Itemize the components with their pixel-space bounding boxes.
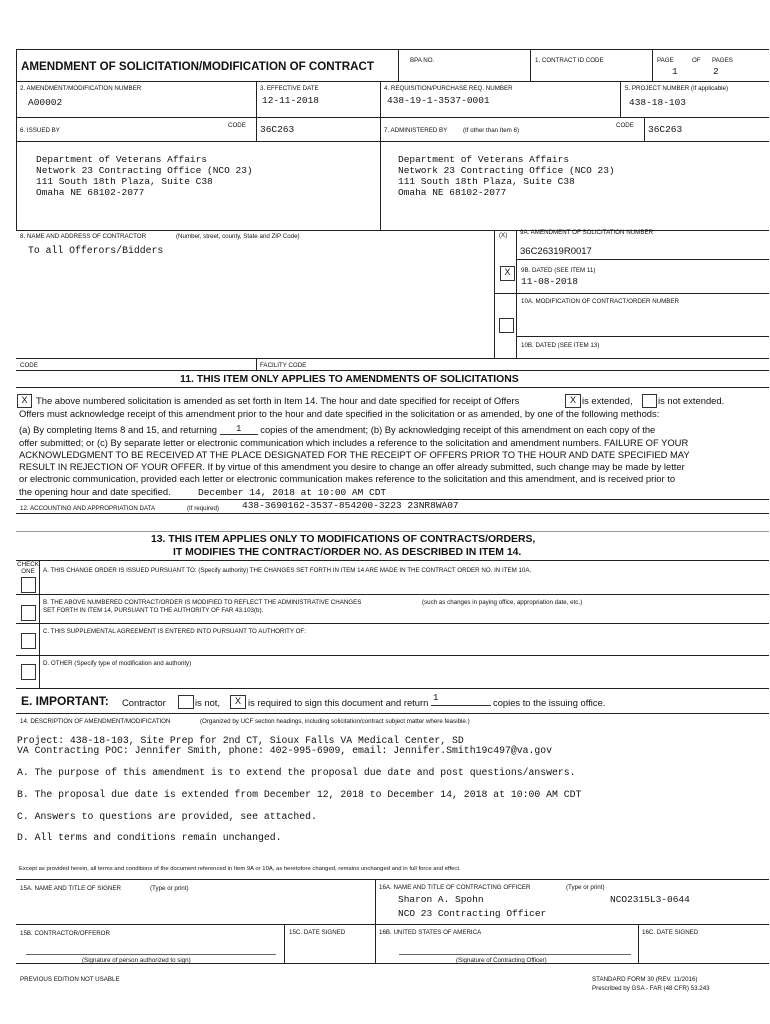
code-label: CODE — [20, 362, 38, 369]
section11-checkbox[interactable]: X — [17, 394, 32, 408]
item14-line[interactable]: C. Answers to questions are provided, see attached. — [17, 811, 317, 822]
page-label: PAGE — [657, 57, 674, 64]
is-required-checkbox[interactable]: X — [230, 695, 246, 709]
section11-text-line: RESULT IN REJECTION OF YOUR OFFER. If by virtue of this amendment you desire to change an offer already submitted, such change may be made by letter — [19, 461, 685, 473]
contractor-signature-line[interactable] — [26, 954, 276, 955]
important-label: E. IMPORTANT: — [21, 694, 109, 708]
section13-d-checkbox[interactable] — [21, 664, 36, 680]
item15a-label: 15A. NAME AND TITLE OF SIGNER — [20, 885, 121, 892]
contract-id-code-label: 1. CONTRACT ID CODE — [535, 57, 604, 64]
item16b-label: 16B. UNITED STATES OF AMERICA — [379, 929, 482, 936]
section13-title-2: IT MODIFIES THE CONTRACT/ORDER NO. AS DESCRIBED IN ITEM 14. — [173, 547, 522, 558]
administered-address-line: Network 23 Contracting Office (NCO 23) — [398, 165, 615, 176]
not-extended-checkbox[interactable] — [642, 394, 657, 408]
officer-name-field[interactable]: Sharon A. Spohn — [398, 894, 484, 905]
item14-line[interactable]: D. All terms and conditions remain unchanged. — [17, 832, 282, 843]
section13-a-text: A. THIS CHANGE ORDER IS ISSUED PURSUANT TO: (Specify authority) THE CHANGES SET FORTH IN ITEM 14 ARE MADE IN THE CONTRACT ORDER NO. IN ITEM 10A. — [43, 567, 532, 574]
item12-field[interactable]: 438-3690162-3537-854200-3223 23NR8WA07 — [242, 500, 459, 511]
officer-code-field[interactable]: NCO2315L3-0644 — [610, 894, 690, 905]
item15a-note: (Type or print) — [150, 885, 189, 892]
is-not-label: is not, — [195, 697, 221, 708]
is-extended-label: is extended, — [582, 395, 633, 406]
contractor-name-field[interactable]: To all Offerors/Bidders — [28, 245, 164, 256]
facility-code-label: FACILITY CODE — [260, 362, 307, 369]
item10-checkbox[interactable] — [499, 318, 514, 333]
copies-to-label: copies to the issuing office. — [493, 697, 606, 708]
contractor-note: (Number, street, county, State and ZIP Code) — [176, 233, 300, 240]
item14-line[interactable]: A. The purpose of this amendment is to extend the proposal due date and post questions/answers. — [17, 767, 576, 778]
signature-officer-caption: (Signature of Contracting Officer) — [456, 957, 547, 964]
section11-text-line: the opening hour and date specified. — [19, 485, 171, 497]
issued-address-line: Department of Veterans Affairs — [36, 154, 208, 165]
section11-text-line — [19, 424, 709, 436]
is-not-checkbox[interactable] — [178, 695, 194, 709]
section13-b-text-2: SET FORTH IN ITEM 14, PURSUANT TO THE AUTHORITY OF FAR 43.103(b). — [43, 607, 264, 614]
requisition-label: 4. REQUISITION/PURCHASE REQ. NUMBER — [384, 85, 513, 92]
section13-a-checkbox[interactable] — [21, 577, 36, 593]
item14-note: (Organized by UCF section headings, including solicitation/contract subject matter where feasible.) — [200, 718, 470, 725]
administered-note: (If other than Item 6) — [463, 127, 520, 134]
item9b-label: 9B. DATED (SEE ITEM 11) — [521, 267, 596, 274]
contractor-label: 8. NAME AND ADDRESS OF CONTRACTOR — [20, 233, 147, 240]
administered-by-label: 7. ADMINISTERED BY — [384, 127, 448, 134]
administered-code-label: CODE — [616, 122, 634, 129]
bpa-label: BPA NO. — [410, 57, 435, 64]
prescribed-by-label: Prescribed by GSA - FAR (48 CFR) 53.243 — [592, 985, 710, 992]
signature-person-caption: (Signature of person authorized to sign) — [82, 957, 191, 964]
section11-text-line: Offers must acknowledge receipt of this amendment prior to the hour and date specified in the solicitation or as amended, by one of the following methods: — [19, 408, 660, 419]
requisition-number-field[interactable]: 438-19-1-3537-0001 — [387, 95, 490, 106]
item14-label: 14. DESCRIPTION OF AMENDMENT/MODIFICATION — [20, 718, 171, 725]
effective-date-field[interactable]: 12-11-2018 — [262, 95, 320, 106]
previous-edition-note: PREVIOUS EDITION NOT USABLE — [20, 976, 120, 983]
administered-address-line: Omaha NE 68102-2077 — [398, 187, 507, 198]
issued-address-line: Omaha NE 68102-2077 — [36, 187, 145, 198]
item15b-label: 15B. CONTRACTOR/OFFEROR — [20, 930, 110, 937]
item9-checkbox[interactable]: X — [500, 266, 515, 281]
section13-b-text: B. THE ABOVE NUMBERED CONTRACT/ORDER IS MODIFIED TO REFLECT THE ADMINISTRATIVE CHANGES — [43, 599, 362, 606]
section11-title: 11. THIS ITEM ONLY APPLIES TO AMENDMENTS OF SOLICITATIONS — [180, 374, 519, 385]
issued-address-line: Network 23 Contracting Office (NCO 23) — [36, 165, 253, 176]
section11-text-line: offer submitted; or (c) By separate letter or electronic communication which includes a reference to the solicitation and amendment numbers. FAILURE OF YOUR — [19, 436, 689, 448]
item14-line[interactable]: VA Contracting POC: Jennifer Smith, phone: 402-995-6909, email: Jennifer.Smith19c497@va.gov — [17, 745, 552, 756]
item14-line[interactable]: Project: 438-18-103, Site Prep for 2nd CT, Sioux Falls VA Medical Center, SD — [17, 735, 464, 746]
pages-label: PAGES — [712, 57, 733, 64]
section13-c-checkbox[interactable] — [21, 633, 36, 649]
item12-label: 12. ACCOUNTING AND APPROPRIATION DATA — [20, 505, 156, 512]
of-label: OF — [692, 57, 701, 64]
item14-line[interactable]: B. The proposal due date is extended from December 12, 2018 to December 14, 2018 at 10:00 AM CDT — [17, 789, 582, 800]
officer-signature-line[interactable] — [399, 954, 631, 955]
section13-c-text: C. THIS SUPPLEMENTAL AGREEMENT IS ENTERED INTO PURSUANT TO AUTHORITY OF: — [43, 628, 306, 635]
section13-d-text: D. OTHER (Specify type of modification and authority) — [43, 660, 192, 667]
contractor-word: Contractor — [122, 697, 166, 708]
extended-checkbox[interactable]: X — [565, 394, 581, 408]
administered-address-line: Department of Veterans Affairs — [398, 154, 570, 165]
section11-text-line: or electronic communication, provided each letter or electronic communication makes reference to the solicitation and this amendment, and is received prior to — [19, 473, 676, 485]
return-copies-field[interactable]: 1 — [431, 693, 491, 706]
issued-code-label: CODE — [228, 122, 246, 129]
administered-by-address[interactable] — [398, 154, 615, 198]
issued-by-address[interactable] — [36, 154, 253, 198]
copies-count-field[interactable]: 1 — [220, 425, 258, 435]
check-label: CHECK — [17, 561, 39, 568]
x-column-label: (X) — [499, 232, 508, 239]
item9a-field[interactable]: 36C26319R0017 — [520, 246, 592, 257]
is-required-label: is required to sign this document and return — [248, 697, 429, 708]
section13-b-note: (such as changes in paying office, appropriation date, etc.) — [422, 599, 583, 606]
issued-by-label: 6. ISSUED BY — [20, 127, 60, 134]
except-note: Except as provided herein, all terms and conditions of the document referenced in Item 9A or 10A, as heretofore changed, remains unchanged and in full force and effect. — [19, 866, 461, 872]
item9a-label: 9A. AMENDMENT OF SOLICITATION NUMBER — [520, 229, 654, 236]
item9b-field[interactable]: 11-08-2018 — [521, 276, 579, 287]
pages-total[interactable]: 2 — [713, 66, 719, 77]
section11-instructions — [19, 408, 709, 498]
section13-title-1: 13. THIS ITEM APPLIES ONLY TO MODIFICATIONS OF CONTRACTS/ORDERS, — [151, 534, 536, 545]
issued-code-field[interactable]: 36C263 — [260, 124, 295, 135]
check-one-label — [17, 561, 39, 575]
section11-methods-b: copies of the amendment; (b) By acknowledging receipt of this amendment on each copy of the — [260, 424, 656, 436]
officer-title-field[interactable]: NCO 23 Contracting Officer — [398, 908, 547, 919]
project-label: 5. PROJECT NUMBER (If applicable) — [625, 85, 729, 92]
project-number-field[interactable]: 438-18-103 — [629, 97, 687, 108]
section11-methods-a: (a) By completing Items 8 and 15, and returning — [19, 424, 218, 436]
administered-code-field[interactable]: 36C263 — [648, 124, 683, 135]
form-title: AMENDMENT OF SOLICITATION/MODIFICATION OF CONTRACT — [21, 60, 374, 73]
section11-line1: The above numbered solicitation is amended as set forth in Item 14. The hour and date specified for receipt of Offers — [36, 395, 520, 406]
item16a-label: 16A. NAME AND TITLE OF CONTRACTING OFFICER — [379, 884, 531, 891]
effective-date-label: 3. EFFECTIVE DATE — [260, 85, 319, 92]
item16c-label: 16C. DATE SIGNED — [642, 929, 699, 936]
amendment-number-field[interactable]: A00002 — [28, 97, 63, 108]
item12-note: (If required) — [187, 505, 219, 512]
item16a-note: (Type or print) — [566, 884, 605, 891]
item10b-label: 10B. DATED (SEE ITEM 13) — [521, 342, 600, 349]
item15c-label: 15C. DATE SIGNED — [289, 929, 346, 936]
one-label: ONE — [21, 568, 35, 575]
issued-address-line: 111 South 18th Plaza, Suite C38 — [36, 176, 213, 187]
item10a-label: 10A. MODIFICATION OF CONTRACT/ORDER NUMBER — [521, 298, 680, 305]
section13-b-checkbox[interactable] — [21, 605, 36, 621]
page-number[interactable]: 1 — [672, 66, 678, 77]
opening-datetime-field[interactable]: December 14, 2018 at 10:00 AM CDT — [198, 487, 387, 498]
administered-address-line: 111 South 18th Plaza, Suite C38 — [398, 176, 575, 187]
is-not-extended-label: is not extended. — [658, 395, 725, 406]
amendment-label: 2. AMENDMENT/MODIFICATION NUMBER — [20, 85, 142, 92]
section11-text-line: ACKNOWLEDGMENT TO BE RECEIVED AT THE PLACE DESIGNATED FOR THE RECEIPT OF OFFERS PRIOR TO THE HOUR AND DATE SPECIFIED MAY — [19, 448, 690, 460]
standard-form-label: STANDARD FORM 30 (REV. 11/2016) — [592, 976, 698, 983]
